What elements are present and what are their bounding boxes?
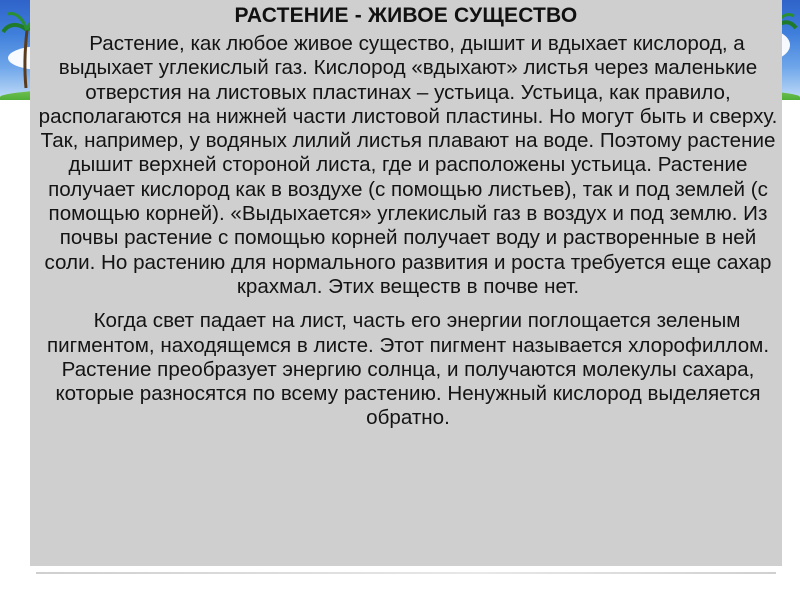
- paragraph-text: Растение, как любое живое существо, дышит и вдыхает кислород, а выдыхает углекислый газ. Кислород «вдыхают» листья через маленькие отверстия на листовых пластинах – устьица. Устьица, как правило, располагаются на нижней части листовой пластины. Но могут быть и сверху. Так, например, у водяных лилий листья плавают на воде. Поэтому растение дышит верхней стороной листа, где и расположены устьица. Растение получает кислород как в воздухе (с помощью листьев), так и под землей (с помощью корней). «Выдыхается» углекислый газ в воздух и под землю. Из почвы растение с помощью корней получает воду и растворенные в ней соли. Но растению для нормального развития и роста требуется еще сахар крахмал. Этих веществ в почве нет.: [38, 32, 778, 298]
- slide-body: [38, 32, 778, 431]
- paragraph-text: Когда свет падает на лист, часть его энергии поглощается зеленым пигментом, находящемся в листе. Этот пигмент называется хлорофиллом. Растение преобразует энергию солнца, и получаются молекулы сахара, которые разносятся по всему растению. Ненужный кислород выделяется обратно.: [46, 309, 770, 430]
- paragraph: [38, 309, 778, 430]
- footer-divider: [36, 572, 776, 574]
- slide-title: РАСТЕНИЕ - ЖИВОЕ СУЩЕСТВО: [234, 4, 578, 27]
- paragraph: [38, 32, 778, 299]
- content-panel: [30, 0, 782, 566]
